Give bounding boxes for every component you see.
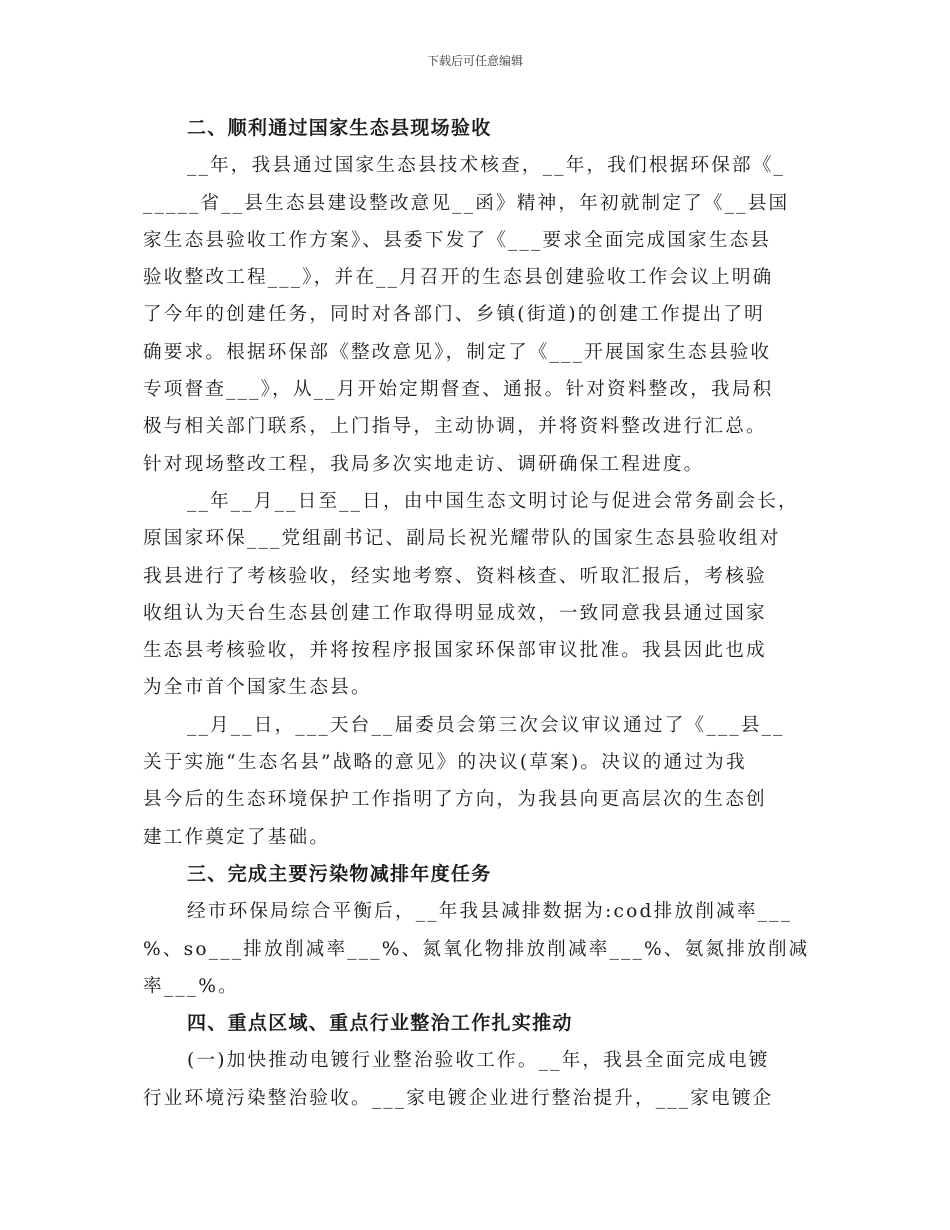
text-line: 为全市首个国家生态县。 bbox=[143, 677, 372, 699]
text-line: 关于实施“生态名县”战略的意见》的决议(草案)。决议的通过为我 bbox=[143, 752, 747, 774]
text-line: 确要求。根据环保部《整改意见》，制定了《___开展国家生态县验收 bbox=[143, 341, 772, 363]
text-line: 建工作奠定了基础。 bbox=[143, 826, 331, 848]
text-line: 极与相关部门联系，上门指导，主动协调，并将资料整改进行汇总。 bbox=[143, 416, 767, 438]
paragraph-s2-2 bbox=[143, 483, 811, 707]
paragraph-s2-1 bbox=[143, 147, 811, 483]
text-line: 生态县考核验收，并将按程序报国家环保部审议批准。我县因此也成 bbox=[143, 640, 767, 662]
paragraph-s2-3 bbox=[143, 707, 811, 856]
text-line: 我县进行了考核验收，经实地考察、资料核查、听取汇报后，考核验 bbox=[143, 565, 767, 587]
section-heading-3: 三、完成主要污染物减排年度任务 bbox=[187, 862, 492, 885]
text-line: __月__日，___天台__届委员会第三次会议审议通过了《___县__ bbox=[187, 714, 785, 736]
section-heading-2: 二、顺利通过国家生态县现场验收 bbox=[187, 117, 492, 139]
text-line: 收组认为天台生态县创建工作取得明显成效，一致同意我县通过国家 bbox=[143, 602, 767, 624]
text-line: _____省__县生态县建设整改意见__函》精神，年初就制定了《__县国 bbox=[143, 192, 790, 214]
text-line: 家生态县验收工作方案》、县委下发了《___要求全面完成国家生态县 bbox=[143, 229, 772, 251]
text-line: %、so___排放削减率___%、氮氧化物排放削减率___%、氨氮排放削减 bbox=[143, 938, 810, 960]
paragraph-s3-1 bbox=[143, 893, 811, 1005]
text-line: 验收整改工程___》，并在__月召开的生态县创建验收工作会议上明确 bbox=[143, 267, 774, 289]
text-line: (一)加快推动电镀行业整治验收工作。__年，我县全面完成电镀 bbox=[187, 1050, 770, 1072]
text-line: 率___%。 bbox=[143, 975, 239, 997]
text-line: 行业环境污染整治验收。___家电镀企业进行整治提升，___家电镀企 bbox=[143, 1087, 774, 1109]
text-line: __年__月__日至__日，由中国生态文明讨论与促进会常务副会长， bbox=[187, 490, 799, 512]
text-line: 原国家环保___党组副书记、副局长祝光耀带队的国家生态县验收组对 bbox=[143, 528, 781, 550]
text-line: 专项督查___》，从__月开始定期督查、通报。针对资料整改，我局积 bbox=[143, 379, 774, 401]
text-line: 经市环保局综合平衡后，__年我县减排数据为:cod排放削减率___ bbox=[187, 901, 793, 923]
section-heading-4: 四、重点区域、重点行业整治工作扎实推动 bbox=[187, 1012, 573, 1035]
text-line: 县今后的生态环境保护工作指明了方向，为我县向更高层次的生态创 bbox=[143, 789, 767, 811]
page-header: 下载后可任意编辑 bbox=[426, 54, 523, 68]
text-line: 了今年的创建任务，同时对各部门、乡镇(街道)的创建工作提出了明 bbox=[143, 304, 765, 326]
text-line: 针对现场整改工程，我局多次实地走访、调研确保工程进度。 bbox=[143, 453, 705, 475]
paragraph-s4-1 bbox=[143, 1042, 811, 1117]
document-body bbox=[143, 110, 811, 1117]
text-line: __年，我县通过国家生态县技术核查，__年，我们根据环保部《_ bbox=[187, 155, 786, 177]
